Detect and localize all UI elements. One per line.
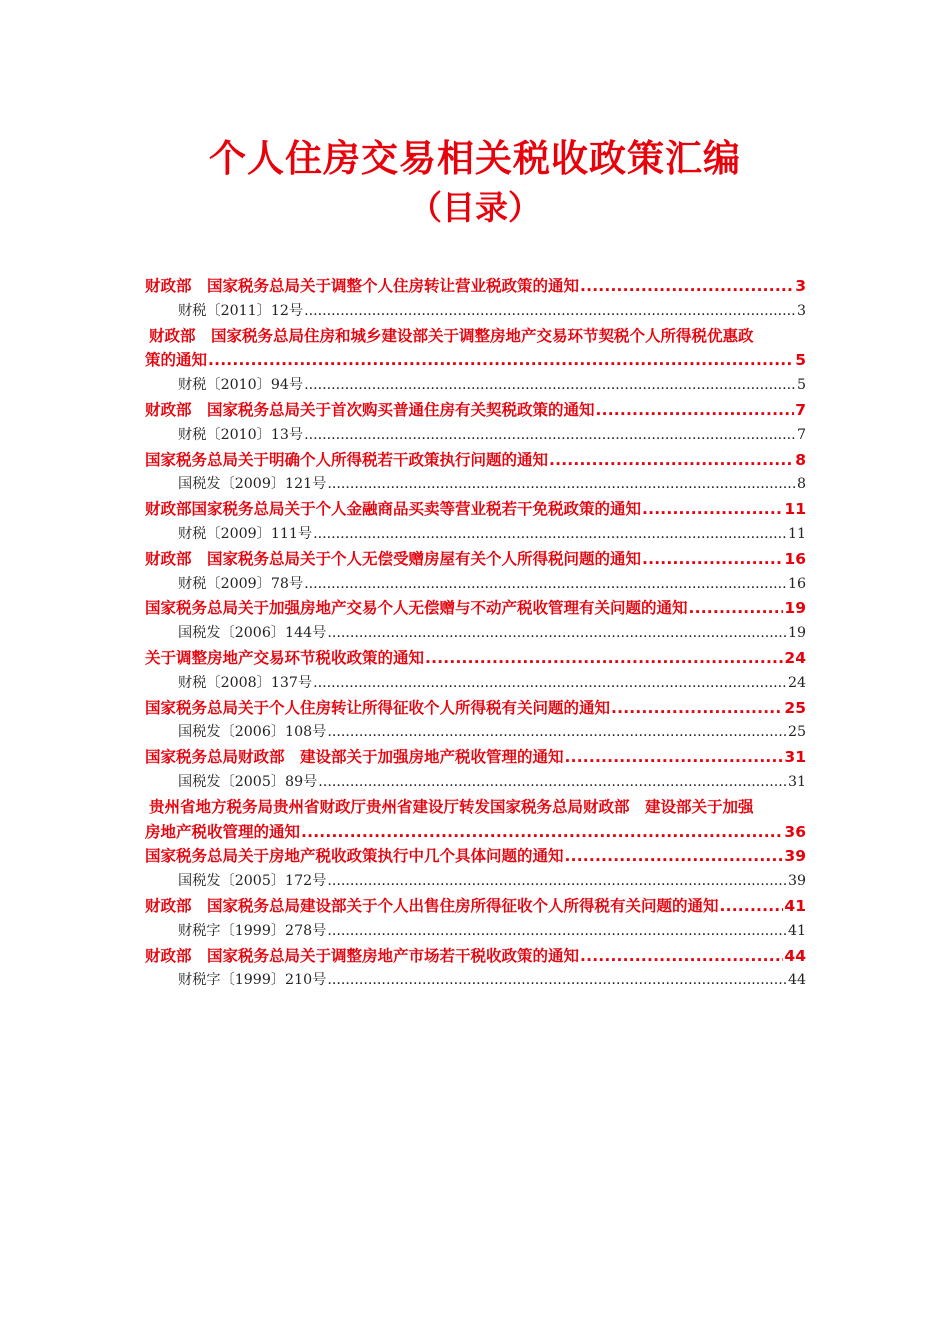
- toc-page-number: 7: [795, 400, 806, 419]
- dot-leader: [327, 472, 796, 497]
- toc-page-number: 11: [784, 500, 806, 519]
- toc-document-number: 财税〔2010〕94号: [178, 377, 304, 394]
- dot-leader: [549, 448, 794, 473]
- dot-leader: [425, 646, 783, 671]
- toc-document-number: 财税〔2009〕78号: [178, 575, 304, 592]
- toc-document-number: 财税〔2010〕13号: [178, 426, 304, 443]
- dot-leader: [313, 671, 787, 696]
- toc-document-number: 财税〔2008〕137号: [178, 674, 313, 691]
- toc-entry-title: 财政部国家税务总局关于个人金融商品买卖等营业税若干免税政策的通知: [145, 500, 642, 519]
- toc-subentry[interactable]: [145, 770, 806, 795]
- toc-entry[interactable]: [145, 596, 806, 621]
- dot-leader: [327, 919, 787, 944]
- dot-leader: [318, 770, 787, 795]
- toc-subentry[interactable]: [145, 373, 806, 398]
- dot-leader: [208, 348, 794, 373]
- toc-entry[interactable]: [145, 497, 806, 522]
- dot-leader: [327, 621, 787, 646]
- toc-page-number: 41: [787, 922, 806, 939]
- toc-document-number: 国税发〔2005〕172号: [178, 873, 327, 890]
- toc-entry[interactable]: [145, 944, 806, 969]
- dot-leader: [313, 522, 787, 547]
- toc-entry-title: 国家税务总局关于加强房地产交易个人无偿赠与不动产税收管理有关问题的通知: [145, 599, 688, 618]
- dot-leader: [611, 696, 783, 721]
- dot-leader: [565, 844, 784, 869]
- toc-page-number: 8: [796, 476, 806, 493]
- toc-entry-title-continuation: 策的通知: [145, 351, 208, 370]
- toc-subentry[interactable]: [145, 720, 806, 745]
- toc-entry[interactable]: [145, 894, 806, 919]
- toc-document-number: 财税字〔1999〕210号: [178, 972, 327, 989]
- dot-leader: [327, 968, 787, 993]
- toc-page-number: 3: [795, 277, 806, 295]
- toc-page-number: 8: [795, 450, 806, 469]
- toc-entry-title: 财政部 国家税务总局关于个人无偿受赠房屋有关个人所得税问题的通知: [145, 549, 642, 568]
- toc-entry[interactable]: [145, 646, 806, 671]
- toc-page-number: 3: [796, 302, 806, 319]
- toc-subentry[interactable]: [145, 522, 806, 547]
- dot-leader: [689, 596, 784, 621]
- toc-entry-title: 贵州省地方税务局贵州省财政厅贵州省建设厅转发国家税务总局财政部 建设部关于加强: [149, 797, 754, 816]
- dot-leader: [327, 869, 787, 894]
- toc-subentry[interactable]: [145, 572, 806, 597]
- toc-entry-title: 财政部 国家税务总局关于调整个人住房转让营业税政策的通知: [145, 277, 580, 295]
- toc-entry[interactable]: [145, 696, 806, 721]
- toc-subentry[interactable]: [145, 919, 806, 944]
- toc-page-number: 41: [784, 896, 806, 915]
- toc-page-number: 31: [787, 773, 806, 790]
- dot-leader: [580, 944, 783, 969]
- toc-document-number: 国税发〔2009〕121号: [178, 476, 327, 493]
- toc-document-number: 财税〔2009〕111号: [178, 525, 313, 542]
- toc-page-number: 7: [796, 426, 806, 443]
- toc-page-number: 11: [787, 525, 806, 542]
- toc-entry-title: 财政部 国家税务总局关于调整房地产市场若干税收政策的通知: [145, 946, 580, 965]
- document-title: 个人住房交易相关税收政策汇编: [209, 137, 741, 180]
- dot-leader: [327, 720, 787, 745]
- toc-entry-title: 财政部 国家税务总局住房和城乡建设部关于调整房地产交易环节契税个人所得税优惠政: [149, 326, 754, 345]
- toc-page-number: 44: [784, 946, 806, 965]
- dot-leader: [642, 547, 783, 572]
- document-subtitle: （目录）: [409, 188, 541, 227]
- toc-entry[interactable]: [145, 844, 806, 869]
- toc-subentry[interactable]: [145, 621, 806, 646]
- toc-entry-title: 财政部 国家税务总局关于首次购买普通住房有关契税政策的通知: [145, 400, 595, 419]
- toc-entry[interactable]: [145, 820, 806, 845]
- dot-leader: [720, 894, 784, 919]
- dot-leader: [580, 274, 794, 299]
- dot-leader: [304, 572, 787, 597]
- toc-entry[interactable]: [145, 398, 806, 423]
- table-of-contents: [145, 274, 806, 993]
- toc-entry-title: 关于调整房地产交易环节税收政策的通知: [145, 648, 425, 667]
- toc-page-number: 24: [787, 674, 806, 691]
- dot-leader: [642, 497, 783, 522]
- toc-document-number: 财税〔2011〕12号: [178, 302, 304, 319]
- dot-leader: [304, 299, 796, 324]
- toc-page-number: 16: [787, 575, 806, 592]
- toc-subentry[interactable]: [145, 423, 806, 448]
- toc-entry-title: 财政部 国家税务总局建设部关于个人出售住房所得征收个人所得税有关问题的通知: [145, 896, 719, 915]
- toc-entry-line[interactable]: [145, 324, 806, 349]
- toc-page-number: 19: [784, 599, 806, 618]
- toc-page-number: 36: [784, 822, 806, 841]
- toc-subentry[interactable]: [145, 968, 806, 993]
- toc-subentry[interactable]: [145, 869, 806, 894]
- toc-entry[interactable]: [145, 745, 806, 770]
- dot-leader: [304, 373, 796, 398]
- toc-entry-title: 国家税务总局财政部 建设部关于加强房地产税收管理的通知: [145, 748, 564, 767]
- toc-subentry[interactable]: [145, 472, 806, 497]
- toc-entry-title: 国家税务总局关于房地产税收政策执行中几个具体问题的通知: [145, 847, 564, 866]
- toc-page-number: 31: [784, 748, 806, 767]
- toc-page-number: 25: [784, 698, 806, 717]
- toc-page-number: 16: [784, 549, 806, 568]
- toc-page-number: 44: [787, 972, 806, 989]
- toc-document-number: 国税发〔2006〕144号: [178, 625, 327, 642]
- dot-leader: [565, 745, 784, 770]
- toc-document-number: 国税发〔2005〕89号: [178, 773, 318, 790]
- dot-leader: [304, 423, 796, 448]
- toc-page-number: 5: [796, 377, 806, 394]
- dot-leader: [301, 820, 783, 845]
- toc-page-number: 19: [787, 625, 806, 642]
- toc-page-number: 39: [784, 847, 806, 866]
- toc-entry[interactable]: [145, 348, 806, 373]
- toc-entry-title: 国家税务总局关于明确个人所得税若干政策执行问题的通知: [145, 450, 549, 469]
- toc-page-number: 24: [784, 648, 806, 667]
- dot-leader: [596, 398, 795, 423]
- toc-page-number: 5: [795, 351, 806, 370]
- toc-subentry[interactable]: [145, 671, 806, 696]
- toc-entry-line[interactable]: [145, 795, 806, 820]
- toc-page-number: 25: [787, 724, 806, 741]
- toc-subentry[interactable]: [145, 299, 806, 324]
- toc-document-number: 国税发〔2006〕108号: [178, 724, 327, 741]
- toc-document-number: 财税字〔1999〕278号: [178, 922, 327, 939]
- toc-entry[interactable]: [145, 274, 806, 299]
- toc-entry-title: 国家税务总局关于个人住房转让所得征收个人所得税有关问题的通知: [145, 698, 611, 717]
- toc-entry[interactable]: [145, 448, 806, 473]
- toc-entry[interactable]: [145, 547, 806, 572]
- toc-page-number: 39: [787, 873, 806, 890]
- toc-entry-title-continuation: 房地产税收管理的通知: [145, 822, 301, 841]
